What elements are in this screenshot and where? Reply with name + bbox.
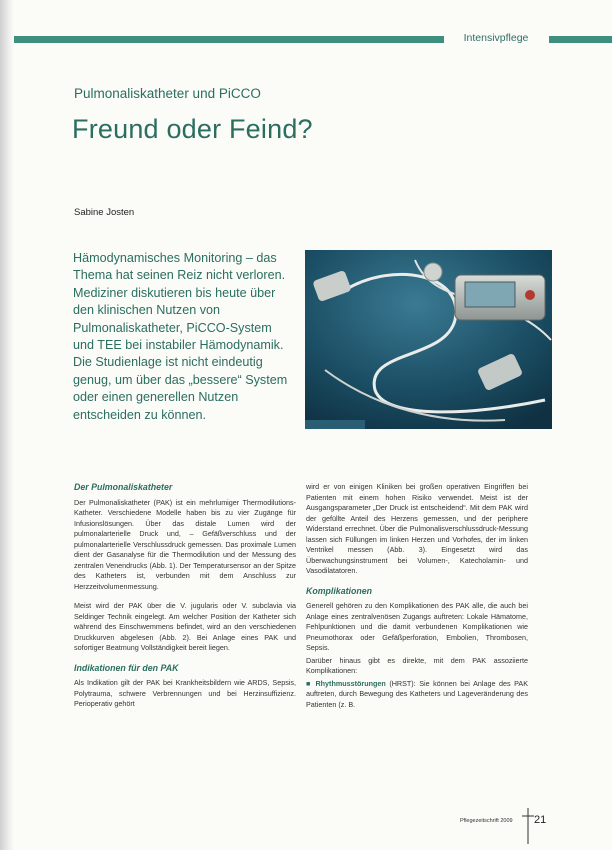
bullet-text: (HRST): Sie können bei Anlage des PAK auftreten, durch Bewegung des Katheters und Lageveränderung des Patienten (z. B. xyxy=(306,678,528,709)
bullet-icon: ■ xyxy=(306,678,316,688)
heading-pulmonaliskatheter: Der Pulmonaliskatheter xyxy=(74,482,173,492)
bullet-paragraph xyxy=(306,679,528,711)
page-number: 21 xyxy=(534,814,547,826)
header-rule-left xyxy=(14,36,444,43)
article-title: Freund oder Feind? xyxy=(72,114,313,144)
heading-indikationen: Indikationen für den PAK xyxy=(74,662,179,673)
article-author: Sabine Josten xyxy=(74,207,135,218)
paragraph: wird er von einigen Kliniken bei großen operativen Eingriffen bei Patienten mit einem hohen Risiko verwendet. Meist ist der Ausgangsparameter „Der Druck ist entscheidend“. Mit dem PAK wird der gefüllte Anteil des Herzens gemessen, und der periphere Widerstand errechnet. Über die Pulmonalisverschlussdruck-Messung lassen sich Füllungen im linken Herzen und Vorhofes, der im linken Ventrikel messen (Abb. 3). Eingesetzt wird das Überwachungsinstrument bei Volumen-, Katecholamin- und Vasodilatatoren. xyxy=(306,482,528,575)
section-label: Intensivpflege xyxy=(463,32,529,44)
paragraph: Der Pulmonaliskatheter (PAK) ist ein mehrlumiger Thermodilutions-Katheter. Verschiedene Modelle haben bis zu vier Zugänge für Infusionslösungen. Über das distale Lumen wird der pulmonalarterielle Druck und, – Gefäßverschluss und der pulmonalarterielle Verschlussdruck gemessen. Das proximale Lumen dient der Gasanalyse für die Thermodilution und der Messung des zentralen Venendrucks (Abb. 1). Der Temperatursensor an der Spitze des Katheters ist, verbunden mit dem Anschluss zur Herzzeitvolumenmessung. xyxy=(74,497,296,591)
heading-komplikationen: Komplikationen xyxy=(306,585,372,596)
bullet-label: Rhythmusstörungen xyxy=(315,678,386,688)
footer-magazine: Pflegezeitschrift 2009 xyxy=(460,818,513,824)
catheter-photo xyxy=(305,250,552,429)
page-binding-shadow xyxy=(0,0,14,850)
body-column-left xyxy=(74,482,296,719)
paragraph: Darüber hinaus gibt es direkte, mit dem PAK assoziierte Komplikationen: xyxy=(306,655,528,675)
header-rule-right xyxy=(549,36,612,43)
paragraph: Als Indikation gilt der PAK bei Krankheitsbildern wie ARDS, Sepsis, Polytrauma, schwere Verbrennungen und bei Herzinsuffizienz. Perioperativ gehört xyxy=(74,678,296,708)
article-lead: Hämodynamisches Monitoring – das Thema hat seinen Reiz nicht verloren. Mediziner diskutieren bis heute über den klinischen Nutzen von Pulmonaliskatheter, PiCCO-System und TEE bei instabiler Hämodynamik. Die Studienlage ist nicht eindeutig genug, um über das „bessere“ System oder einen generellen Nutzen entscheiden zu können. xyxy=(73,251,288,422)
paragraph: Meist wird der PAK über die V. jugularis oder V. subclavia via Seldinger Technik eingelegt. Am welcher Position der Katheter sich während des Einschwemmens befindet, wird an den verschiedenen Druckkurven abgelesen (Abb. 2). Bei Anlage eines PAK und sofortiger Beatmung Vollständigkeit bereit liegen. xyxy=(74,601,296,652)
paragraph: Generell gehören zu den Komplikationen des PAK alle, die auch bei Anlage eines zentralvenösen Zugangs auftreten: Lokale Hämatome, Fehlpunktionen und die damit verbundenen Komplikationen wie Pneumothorax oder Gefäßperforation, Embolien, Thrombosen, Sepsis. xyxy=(306,601,528,652)
article-kicker: Pulmonaliskatheter und PiCCO xyxy=(74,86,261,101)
body-column-right xyxy=(306,482,528,719)
